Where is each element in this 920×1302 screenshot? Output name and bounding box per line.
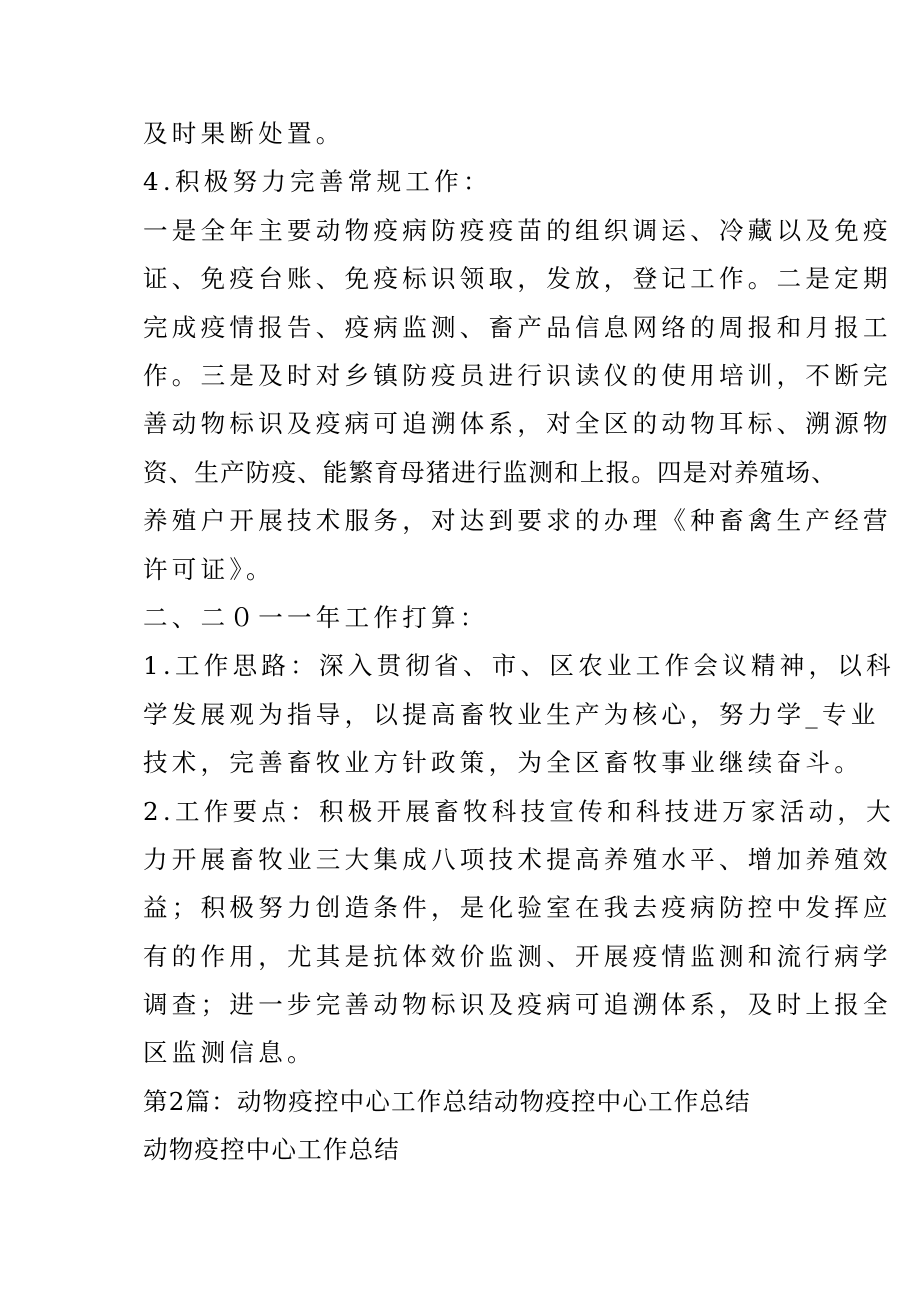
text-line: 力开展畜牧业三大集成八项技术提高养殖水平、增加养殖效 bbox=[143, 845, 892, 874]
chapter-subtitle: 动物疫控中心工作总结 bbox=[143, 1135, 400, 1164]
text-line: 4.积极努力完善常规工作： bbox=[143, 167, 492, 196]
text-line: 及时果断处置。 bbox=[143, 119, 345, 148]
section-heading: 二、二０一一年工作打算： bbox=[143, 603, 489, 632]
text-line: 益；积极努力创造条件，是化验室在我去疫病防控中发挥应 bbox=[143, 893, 892, 922]
text-line: 学发展观为指导，以提高畜牧业生产为核心，努力学_专业 bbox=[143, 700, 880, 729]
text-line: 养殖户开展技术服务，对达到要求的办理《种畜禽生产经营 bbox=[143, 506, 892, 535]
text-line: 区监测信息。 bbox=[143, 1038, 316, 1067]
chapter-title: 第2篇：动物疫控中心工作总结动物疫控中心工作总结 bbox=[143, 1087, 751, 1116]
text-line: 许可证》。 bbox=[143, 555, 275, 584]
text-line: 资、生产防疫、能繁育母猪进行监测和上报。四是对养殖场、 bbox=[143, 458, 837, 487]
text-line: 技术，完善畜牧业方针政策，为全区畜牧事业继续奋斗。 bbox=[143, 748, 863, 777]
text-line: 善动物标识及疫病可追溯体系，对全区的动物耳标、溯源物 bbox=[143, 409, 892, 438]
text-line: 作。三是及时对乡镇防疫员进行识读仪的使用培训，不断完 bbox=[143, 361, 892, 390]
text-line: 证、免疫台账、免疫标识领取，发放，登记工作。二是定期 bbox=[143, 264, 892, 293]
text-line: 一是全年主要动物疫病防疫疫苗的组织调运、冷藏以及免疫 bbox=[143, 216, 892, 245]
text-line: 调查；进一步完善动物标识及疫病可追溯体系，及时上报全 bbox=[143, 990, 892, 1019]
text-line: 2.工作要点：积极开展畜牧科技宣传和科技进万家活动，大 bbox=[143, 797, 895, 826]
text-line: 有的作用，尤其是抗体效价监测、开展疫情监测和流行病学 bbox=[143, 942, 892, 971]
text-line: 完成疫情报告、疫病监测、畜产品信息网络的周报和月报工 bbox=[143, 313, 892, 342]
text-line: 1.工作思路：深入贯彻省、市、区农业工作会议精神，以科 bbox=[143, 651, 895, 680]
